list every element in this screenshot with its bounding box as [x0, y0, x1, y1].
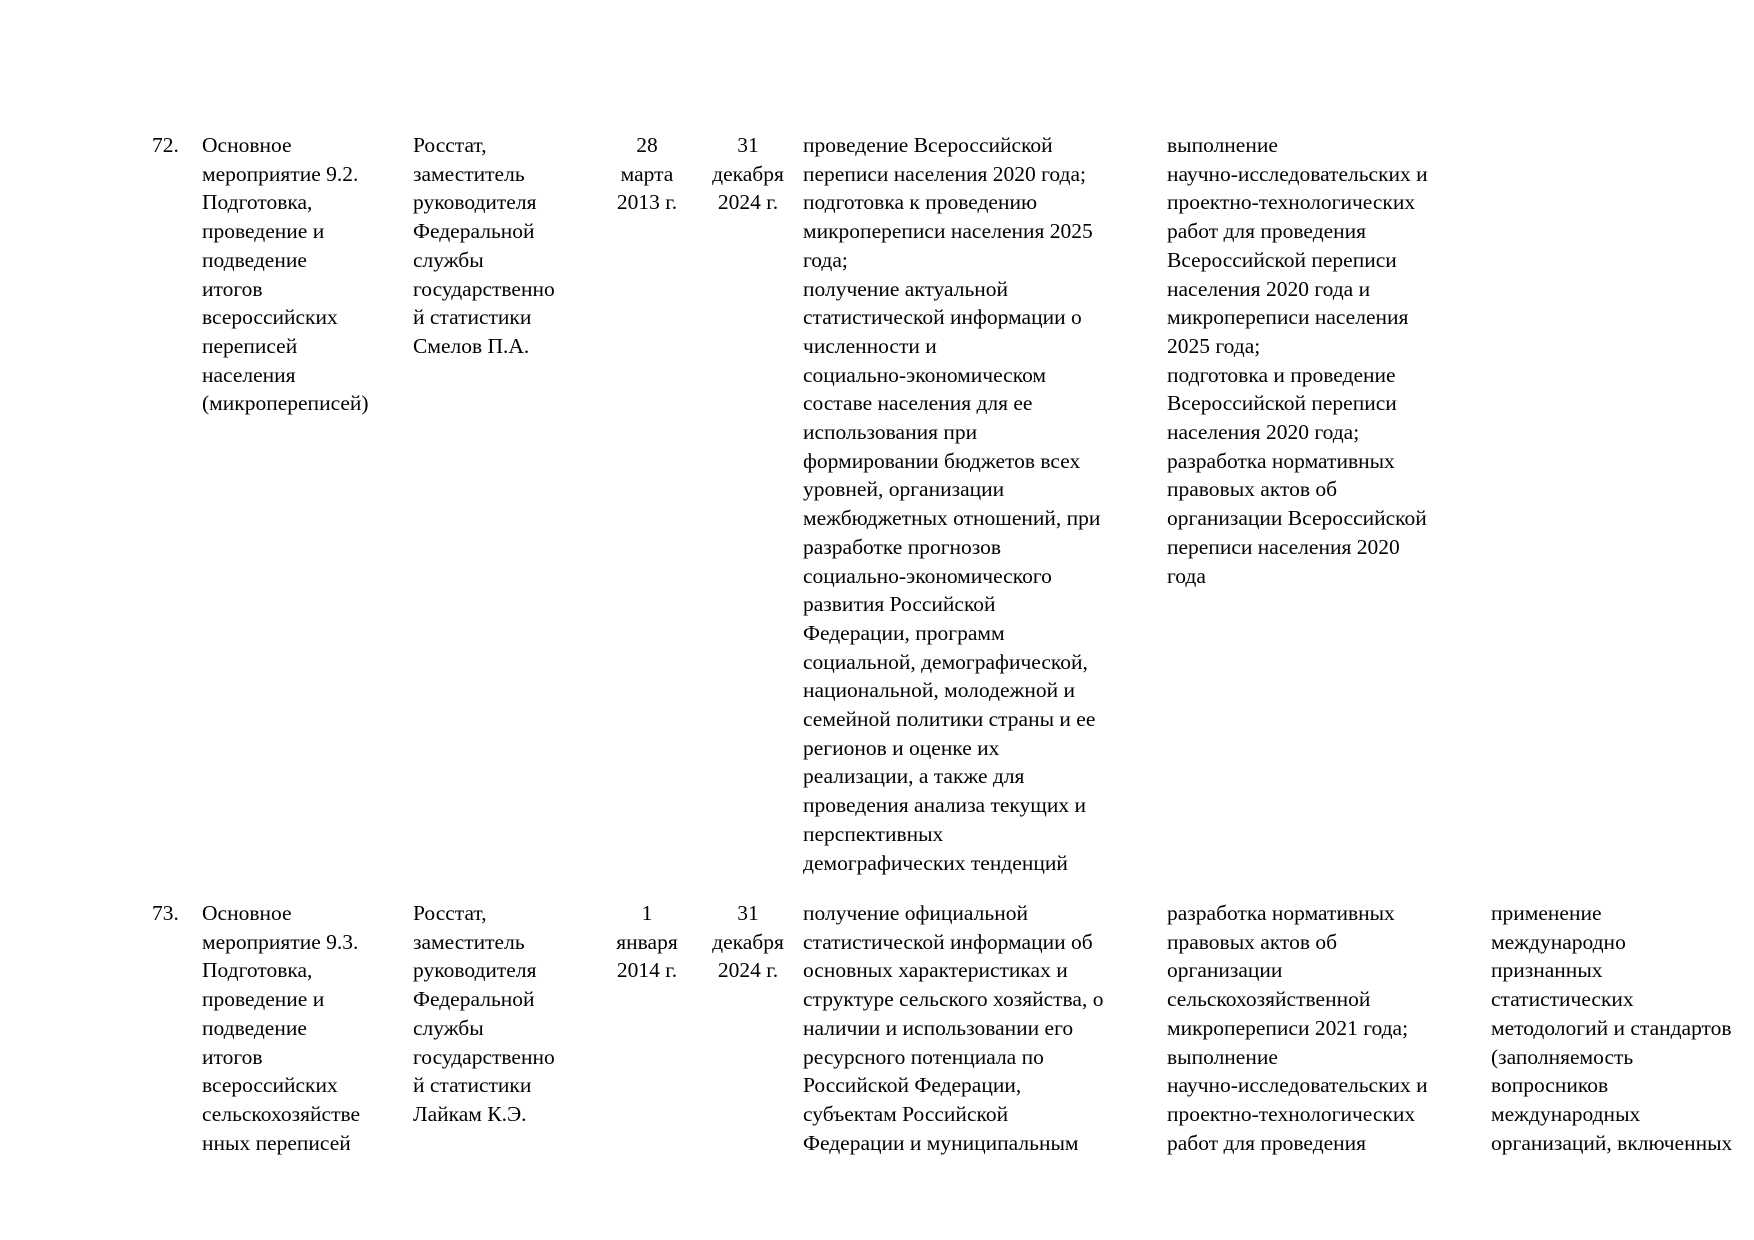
expected-result: проведение Всероссийской переписи населения 2020 года; подготовка к проведению микропереписи населения 2025 года; получение актуальной статистической информации о численности и социально-экономическом составе населения для ее использования при формировании бюджетов всех уровней, организации межбюджетных отношений, при разработке прогнозов социально-экономического развития Российской Федерации, программ социальной, демографической, национальной, молодежной и семейной политики страны и ее регионов и оценке их реализации, а также для проведения анализа текущих и перспективных демографических тенденций — [803, 133, 1101, 875]
measure-title: Основное мероприятие 9.3. Подготовка, проведение и подведение итогов всероссийских сельскохозяйстве нных переписей — [202, 901, 361, 1155]
responsible-executor: Росстат, заместитель руководителя Федеральной службы государственно й статистики Смелов П.А. — [413, 133, 555, 358]
expected-result: получение официальной статистической информации об основных характеристиках и структуре сельского хозяйства, о наличии и использовании его ресурсного потенциала по Российской Федерации, субъектам Российской Федерации и муниципальным — [803, 901, 1104, 1155]
start-date: 28 марта 2013 г. — [616, 133, 678, 215]
main-works: выполнение научно-исследовательских и проектно-технологических работ для проведения Всероссийской переписи населения 2020 года и микропереписи населения 2025 года; подготовка и проведение Всероссийской переписи населения 2020 года; разработка нормативных правовых актов об организации Всероссийской переписи населения 2020 года — [1167, 133, 1428, 588]
end-date: 31 декабря 2024 г. — [712, 133, 784, 215]
row-number: 72. — [152, 133, 179, 157]
start-date: 1 января 2014 г. — [616, 901, 678, 983]
row-number: 73. — [152, 901, 179, 925]
responsible-executor: Росстат, заместитель руководителя Федеральной службы государственно й статистики Лайкам К.Э. — [413, 901, 555, 1126]
measure-title: Основное мероприятие 9.2. Подготовка, проведение и подведение итогов всероссийских переписей населения (микропереписей) — [202, 133, 369, 416]
end-date: 31 декабря 2024 г. — [712, 901, 784, 983]
main-works: разработка нормативных правовых актов об организации сельскохозяйственной микропереписи 2021 года; выполнение научно-исследовательских и проектно-технологических работ для проведения — [1167, 901, 1428, 1155]
indicator-link: применение международно признанных статистических методологий и стандартов (заполняемость вопросников международных организаций, включенных — [1491, 901, 1733, 1155]
